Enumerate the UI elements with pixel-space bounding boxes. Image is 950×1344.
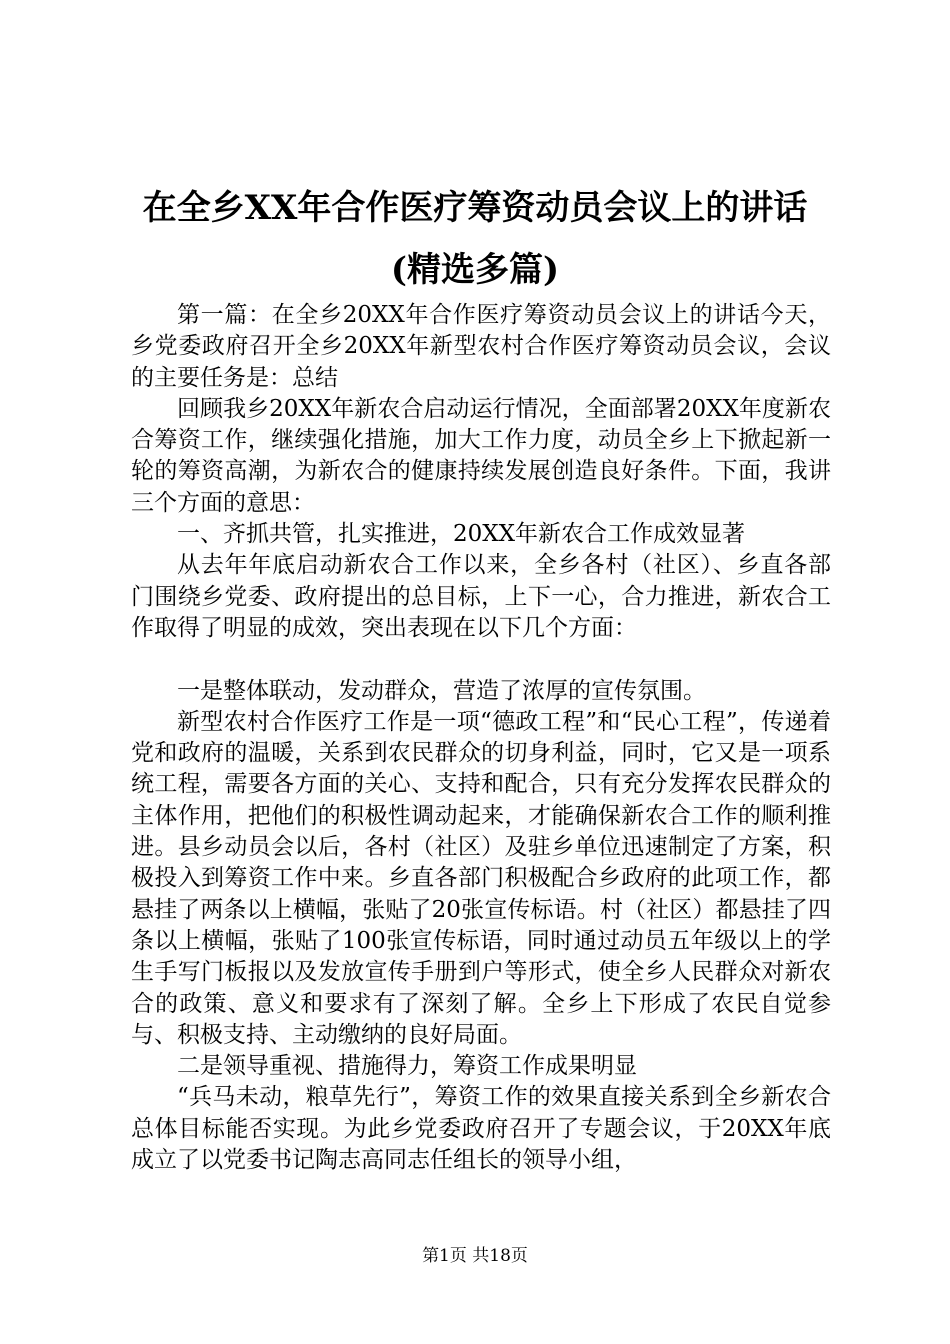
paragraph-achievements: 从去年年底启动新农合工作以来，全乡各村（社区）、乡直各部门围绕乡党委、政府提出的总目标，上下一心，合力推进，新农合工作取得了明显的成效，突出表现在以下几个方面： <box>131 552 831 641</box>
paragraph-review: 回顾我乡20XX年新农合启动运行情况，全面部署20XX年度新农合筹资工作，继续强化措施，加大工作力度，动员全乡上下掀起新一轮的筹资高潮，为新农合的健康持续发展创造良好条件。下面，我讲三个方面的意思： <box>131 395 831 516</box>
document-body <box>131 300 831 1176</box>
document-subtitle: (精选多篇) <box>390 250 560 290</box>
subheading-publicity: 一是整体联动，发动群众，营造了浓厚的宣传氛围。 <box>177 677 706 704</box>
subheading-leadership: 二是领导重视、措施得力，筹资工作成果明显 <box>177 1053 637 1080</box>
page-footer: 第1页 共18页 <box>422 1246 528 1266</box>
paragraph-intro: 第一篇：在全乡20XX年合作医疗筹资动员会议上的讲话今天，乡党委政府召开全乡20XX年新型农村合作医疗筹资动员会议，会议的主要任务是：总结 <box>131 302 831 391</box>
paragraph-leadership: “兵马未动，粮草先行”，筹资工作的效果直接关系到全乡新农合总体目标能否实现。为此乡党委政府召开了专题会议，于20XX年底成立了以党委书记陶志高同志任组长的领导小组， <box>131 1084 831 1174</box>
paragraph-publicity: 新型农村合作医疗工作是一项“德政工程”和“民心工程”，传递着党和政府的温暖，关系到农民群众的切身利益，同时，它又是一项系统工程，需要各方面的关心、支持和配合，只有充分发挥农民群众的主体作用，把他们的积极性调动起来，才能确保新农合工作的顺利推进。县乡动员会以后，各村（社区）及驻乡单位迅速制定了方案，积极投入到筹资工作中来。乡直各部门积极配合乡政府的此项工作，都悬挂了两条以上横幅，张贴了20张宣传标语。村（社区）都悬挂了四条以上横幅，张贴了100张宣传标语，同时通过动员五年级以上的学生手写门板报以及发放宣传手册到户等形式，使全乡人民群众对新农合的政策、意义和要求有了深刻了解。全乡上下形成了农民自觉参与、积极支持、主动缴纳的良好局面。 <box>131 708 831 1048</box>
document-title: 在全乡XX年合作医疗筹资动员会议上的讲话 <box>142 188 808 228</box>
section-heading-1: 一、齐抓共管，扎实推进，20XX年新农合工作成效显著 <box>177 521 746 548</box>
